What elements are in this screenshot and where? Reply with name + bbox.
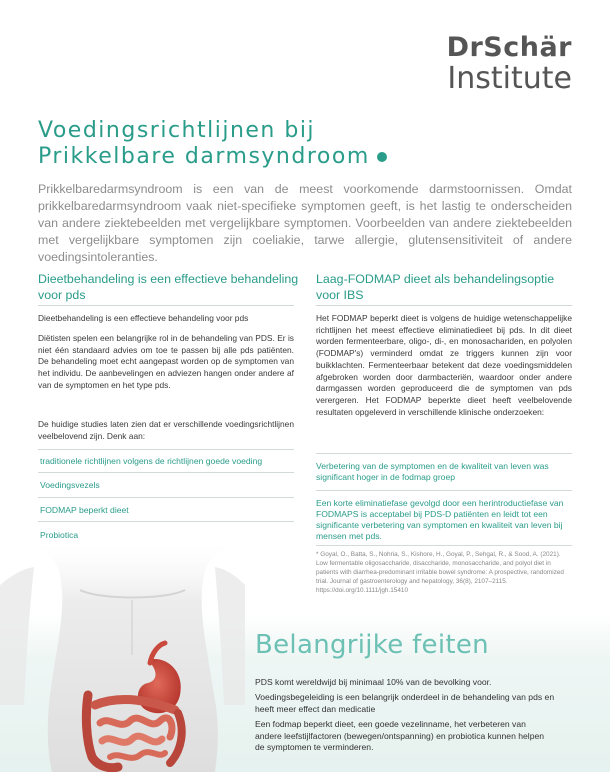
right-item-elimination-phase: Een korte eliminatiefase gevolgd door een herintroductiefase van FODMAPS is acceptabel bij PDS-D patiënten en leidt tot een significante verbetering van symptomen en kwaliteit van leven bij mensen met pds. [316,498,564,541]
left-paragraph-1: Dieetbehandeling is een effectieve behandeling voor pds [38,313,249,323]
intro-paragraph: Prikkelbaredarmsyndroom is een van de meest voorkomende darmstoornissen. Omdat prikkelbaredarmsyndroom vaak niet-specifieke symptomen geeft, is het lastig te onderscheiden van andere ziektebeelden met vergelijkbare symptomen. Voorbeelden van andere ziektebeelden met vergelijkbare symptomen zijn coeliakie, tarwe allergie, glutensensitiviteit of andere voedingsintoleranties. [38,182,572,264]
list-item-probiotics: Probiotica [40,530,79,540]
left-column-heading: Dieetbehandeling is een effectieve behandeling voor pds [38,272,299,302]
page-title [38,118,387,170]
list-item-fodmap: FODMAP beperkt dieet [40,505,129,515]
facts-title: Belangrijke feiten [255,630,489,660]
left-paragraph-2: Diëtisten spelen een belangrijke rol in de behandeling van PDS. Er is niet één standaard advies om toe te passen bij alle pds patiënten. De behandeling moet echt aangepast worden op de symptomen van het individu. De aanbevelingen en adviezen hangen onder andere af van de symptomen en het type pds. [38,333,294,390]
list-item-traditional: traditionele richtlijnen volgens de richtlijnen goede voeding [40,456,263,466]
brand-logo [447,34,572,95]
logo-institute: Institute [447,61,572,96]
title-line-2: Prikkelbare darmsyndroom [38,144,370,169]
left-paragraph-3: De huidige studies laten zien dat er verschillende voedingsrichtlijnen veelbelovend zijn. Denk aan: [38,419,294,441]
right-column-heading: Laag-FODMAP dieet als behandelingsoptie voor IBS [316,272,555,302]
fact-fodmap-diet: Een fodmap beperkt dieet, een goede vezelinname, het verbeteren van andere leefstijlfactoren (bewegen/ontspanning) en probiotica kunnen helpen de symptomen te verminderen. [255,719,545,753]
list-divider [38,472,294,473]
list-divider [38,449,294,450]
list-divider [38,521,294,522]
right-item-quality-of-life: Verbetering van de symptomen en de kwaliteit van leven was significant hoger in de fodmap groep [316,461,549,482]
torso-illustration-icon [0,545,245,772]
list-divider [38,497,294,498]
list-item-fiber: Voedingsvezels [40,480,100,490]
title-line-1: Voedingsrichtlijnen bij [38,118,316,143]
list-divider [316,490,572,491]
fact-prevalence: PDS komt wereldwijd bij minimaal 10% van de bevolking voor. [255,677,492,687]
list-divider [316,545,572,546]
reference-footnote: * Goyal, O., Batta, S., Nohria, S., Kishore, H., Goyal, P., Sehgal, R., & Sood, A. (2021). Low fermentable oligosaccharide, disaccharide, monosaccharide, and polyol diet in patients with diarrhea-predominant irritable bowel syndrome: A prospective, randomized trial. Journal of gastroenterology and hepatology, 36(8), 2107–2115. https://doi.org/10.1111/jgh.15410 [316,551,564,594]
list-divider [316,453,572,454]
right-heading-divider [316,305,572,306]
title-dot-icon [377,152,387,162]
left-heading-divider [38,305,294,306]
right-paragraph-1: Het FODMAP beperkt dieet is volgens de huidige wetenschappelijke richtlijnen het meest effectieve eliminatiedieet bij pds. In dit dieet worden fermenteerbare, oligo-, di-, en monosachariden, en polyolen (FODMAP's) verminderd omdat ze triggers kunnen zijn voor buikklachten. Fermenteerbaar betekent dat deze voedingsmiddelen afgebroken worden door darmbacteriën, waardoor onder andere darmgassen worden geproduceerd die de symptomen van pds verergeren. Het FODMAP beperkte dieet heeft veelbelovende resultaten opgeleverd in verschillende klinische onderzoeken: [316,313,572,417]
logo-brand-name: DrSchär [446,32,572,63]
fact-nutrition-guidance: Voedingsbegeleiding is een belangrijk onderdeel in de behandeling van pds en heeft meer effect dan medicatie [255,692,555,714]
